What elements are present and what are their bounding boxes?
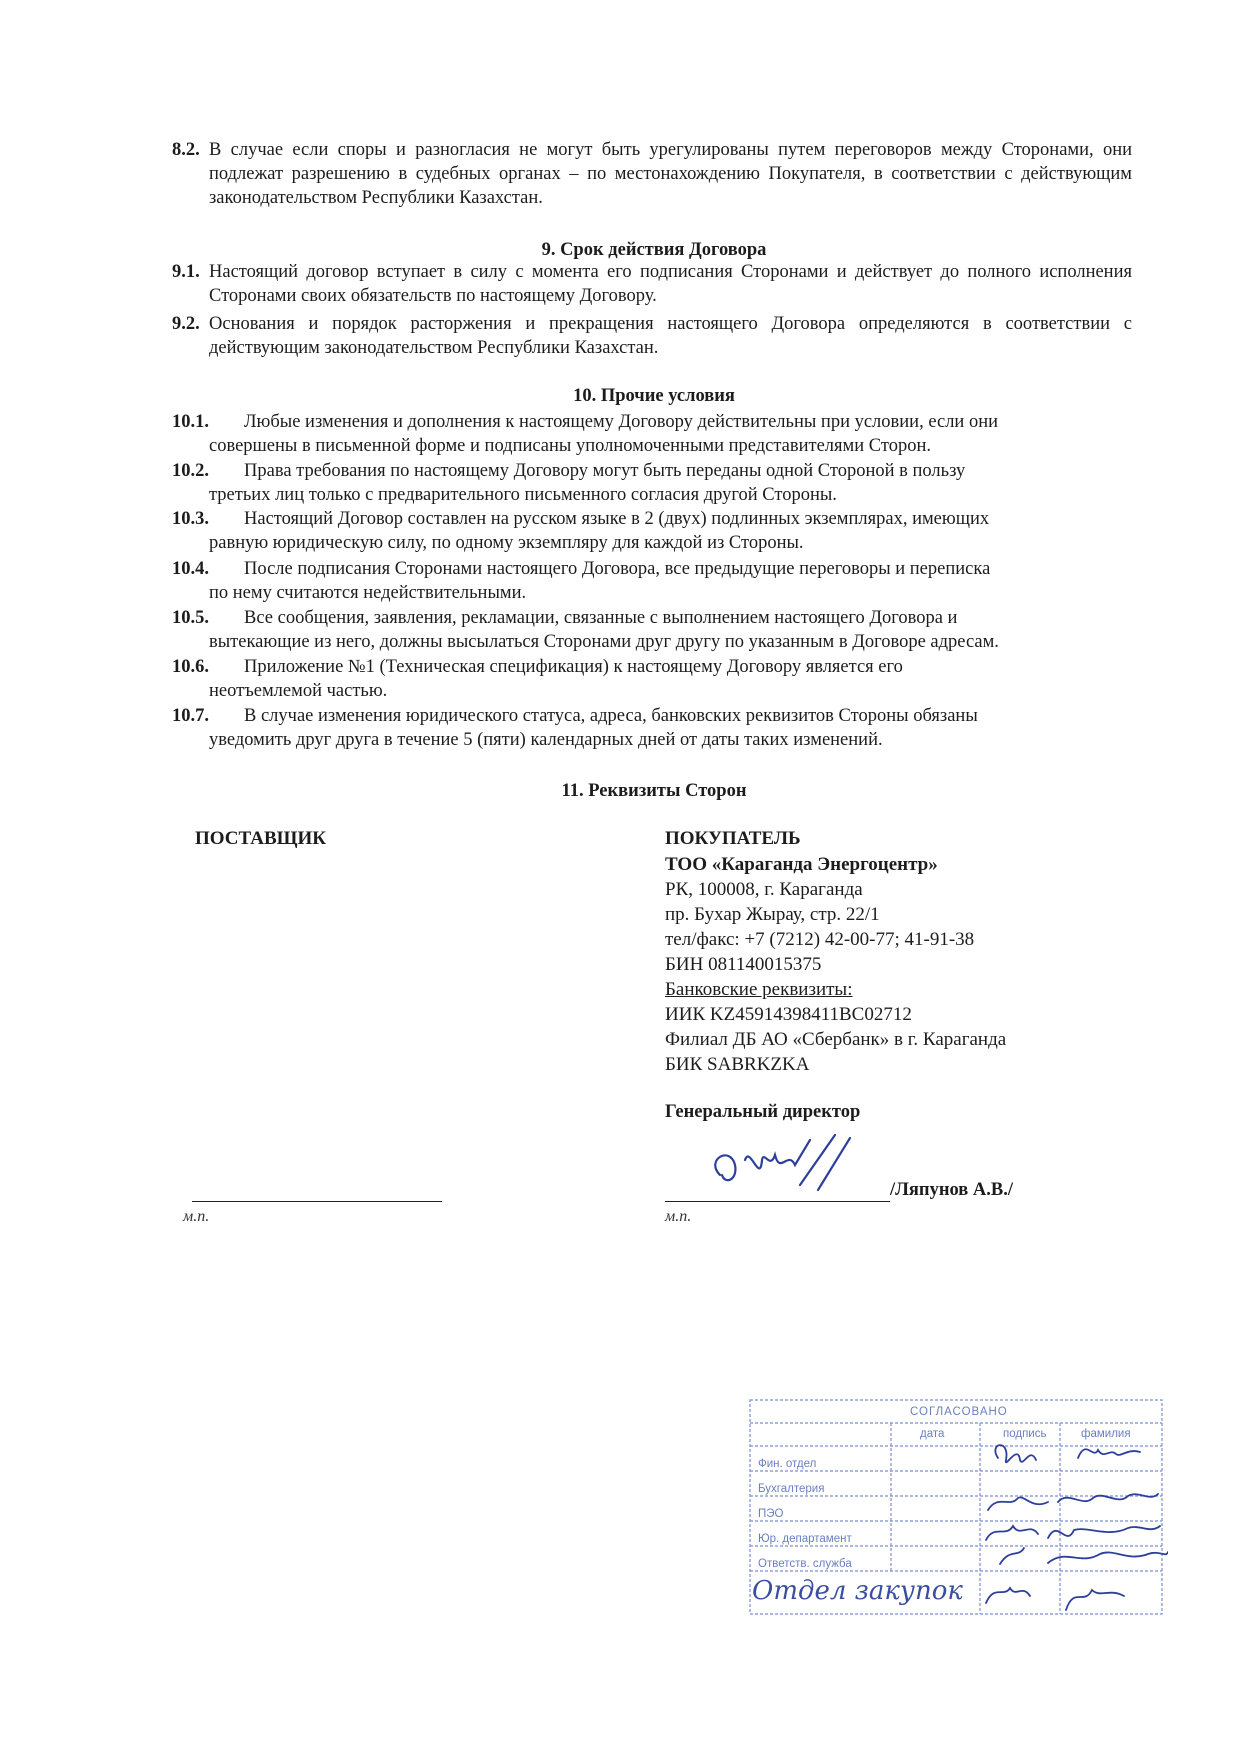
buyer-iik: ИИК KZ45914398411BC02712 [665, 1004, 912, 1025]
stamp-column-date: дата [920, 1428, 945, 1440]
clause-number: 10.6. [172, 657, 209, 677]
clause-text-rest: равную юридическую силу, по одному экземпляру для каждой из Стороны. [209, 533, 804, 553]
clause-number: 10.4. [172, 559, 209, 579]
clause-number: 10.1. [172, 412, 209, 432]
clause-number: 9.2. [172, 314, 200, 334]
buyer-bin: БИН 081140015375 [665, 954, 822, 975]
buyer-address-city: РК, 100008, г. Караганда [665, 879, 863, 900]
stamp-row-label: Ответств. служба [758, 1558, 852, 1570]
clause-text-first-line: Все сообщения, заявления, рекламации, связанные с выполнением настоящего Договора и [244, 608, 958, 628]
buyer-bank-label: Банковские реквизиты: [665, 979, 853, 1000]
section-11-heading: 11. Реквизиты Сторон [561, 781, 747, 801]
clause-text-rest: неотъемлемой частью. [209, 681, 388, 701]
clause-text-first-line: В случае изменения юридического статуса, адреса, банковских реквизитов Стороны обязаны [244, 706, 978, 726]
buyer-address-street: пр. Бухар Жырау, стр. 22/1 [665, 904, 880, 925]
clause-text: Основания и порядок расторжения и прекращения настоящего Договора определяются в соответствии с действующим законодательством Республики Казахстан. [209, 314, 1132, 358]
clause-text-first-line: Любые изменения и дополнения к настоящему Договору действительны при условии, если они [244, 412, 999, 432]
clause-text: Настоящий договор вступает в силу с момента его подписания Сторонами и действует до полного исполнения Сторонами своих обязательств по настоящему Договору. [209, 262, 1132, 306]
clause-text-rest: третьих лиц только с предварительного письменного согласия другой Стороны. [209, 485, 837, 505]
stamp-place-buyer: м.п. [665, 1208, 692, 1225]
clause-number: 10.2. [172, 461, 209, 481]
stamp-row-label: Фин. отдел [758, 1458, 817, 1470]
approval-stamp [748, 1398, 1168, 1618]
clause-text-first-line: После подписания Сторонами настоящего Договора, все предыдущие переговоры и переписка [244, 559, 991, 579]
signatory-name: /Ляпунов А.В./ [890, 1180, 1013, 1200]
clause-number: 8.2. [172, 140, 200, 160]
supplier-signature-line [192, 1201, 442, 1202]
clause-text-rest: вытекающие из него, должны высылаться Сторонами друг другу по указанным в Договоре адресам. [209, 632, 999, 652]
director-signature [700, 1130, 880, 1210]
supplier-title: ПОСТАВЩИК [195, 828, 327, 849]
section-9-heading: 9. Срок действия Договора [541, 240, 767, 260]
clause-number: 9.1. [172, 262, 200, 282]
clause-text-rest: по нему считаются недействительными. [209, 583, 527, 603]
clause-text: В случае если споры и разногласия не могут быть урегулированы путем переговоров между Сторонами, они подлежат разрешению в судебных органах – по местонахождению Покупателя, в соответствии с действующим законодательством Республики Казахстан. [209, 140, 1132, 208]
stamp-row-label: Бухгалтерия [758, 1483, 825, 1495]
buyer-title: ПОКУПАТЕЛЬ [665, 828, 801, 849]
director-title: Генеральный директор [665, 1102, 861, 1122]
buyer-details [665, 852, 1006, 1077]
clause-text-rest: уведомить друг друга в течение 5 (пяти) календарных дней от даты таких изменений. [209, 730, 883, 750]
clause-text-first-line: Права требования по настоящему Договору могут быть переданы одной Стороной в пользу [244, 461, 966, 481]
buyer-bank: Филиал ДБ АО «Сбербанк» в г. Караганда [665, 1029, 1007, 1050]
clause-number: 10.3. [172, 509, 209, 529]
stamp-row-label: ПЭО [758, 1508, 784, 1520]
stamp-column-surname: фамилия [1081, 1428, 1131, 1440]
clause-number: 10.7. [172, 706, 209, 726]
stamp-column-signature: подпись [1003, 1428, 1047, 1440]
clause-number: 10.5. [172, 608, 209, 628]
stamp-handwritten-note: Отдел закупок [752, 1576, 963, 1606]
clause-text-first-line: Настоящий Договор составлен на русском языке в 2 (двух) подлинных экземплярах, имеющих [244, 509, 990, 529]
buyer-bik: БИК SABRKZKA [665, 1054, 810, 1075]
buyer-phone: тел/факс: +7 (7212) 42-00-77; 41-91-38 [665, 929, 975, 950]
section-10-heading: 10. Прочие условия [573, 386, 735, 406]
clause-text-first-line: Приложение №1 (Техническая спецификация) к настоящему Договору является его [244, 657, 903, 677]
buyer-company: ТОО «Караганда Энергоцентр» [665, 854, 938, 875]
stamp-row-label: Юр. департамент [758, 1533, 852, 1545]
stamp-handwritten-signatures [748, 1398, 1168, 1618]
buyer-signature-line [665, 1201, 890, 1202]
clause-text-rest: совершены в письменной форме и подписаны уполномоченными представителями Сторон. [209, 436, 931, 456]
stamp-place-supplier: м.п. [183, 1208, 210, 1225]
stamp-title: СОГЛАСОВАНО [910, 1406, 1008, 1418]
